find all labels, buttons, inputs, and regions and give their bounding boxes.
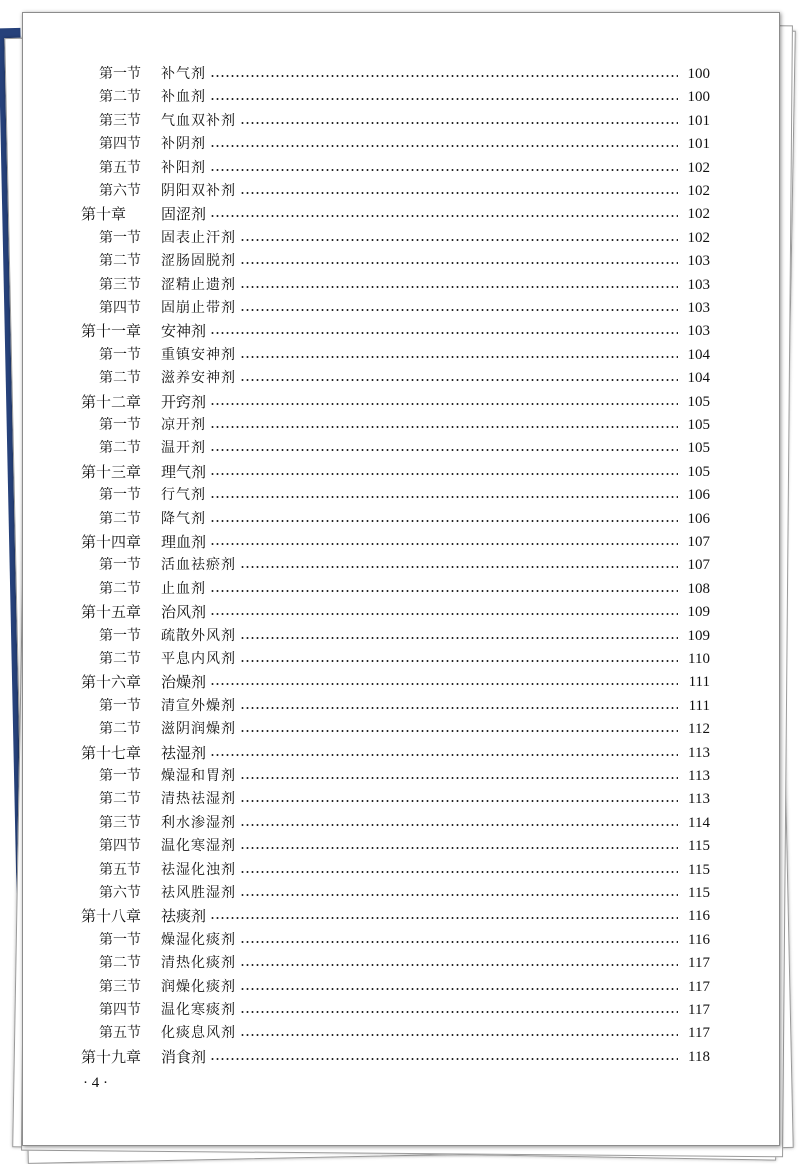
toc-section-entry[interactable] [99, 414, 710, 436]
toc-section-entry[interactable] [99, 788, 710, 810]
toc-entry-title: 固涩剂 [161, 205, 207, 224]
toc-entry-number: 第二节 [99, 580, 141, 597]
toc-entry-number: 第三节 [99, 276, 141, 293]
toc-entry-page: 112 [688, 721, 710, 738]
toc-entry-number: 第二节 [99, 510, 141, 527]
toc-dot-leader [210, 449, 678, 451]
toc-entry-page: 102 [687, 159, 710, 176]
toc-entry-number: 第十一章 [81, 322, 142, 341]
toc-entry-title: 消食剂 [161, 1047, 207, 1066]
toc-entry-number: 第五节 [99, 1025, 141, 1042]
toc-entry-title: 固崩止带剂 [161, 300, 236, 316]
toc-section-entry[interactable] [99, 835, 710, 857]
toc-entry-page: 113 [688, 768, 710, 784]
toc-entry-title: 温化寒痰剂 [161, 1002, 236, 1018]
toc-entry-title: 涩精止遗剂 [161, 276, 236, 293]
toc-entry-page: 115 [688, 838, 710, 855]
toc-entry-page: 106 [687, 487, 710, 504]
toc-entry-number: 第一节 [99, 346, 141, 363]
toc-dot-leader [240, 122, 678, 124]
toc-entry-title: 滋养安神剂 [161, 370, 236, 387]
toc-dot-leader [210, 543, 678, 545]
toc-entry-page: 111 [688, 674, 710, 691]
toc-entry-number: 第四节 [99, 1002, 141, 1018]
toc-section-entry[interactable] [99, 812, 710, 834]
toc-dot-leader [240, 894, 678, 896]
toc-section-entry[interactable] [99, 63, 710, 85]
toc-chapter-entry[interactable] [81, 320, 710, 342]
toc-entry-title: 固表止汗剂 [161, 229, 236, 246]
toc-entry-page: 107 [687, 534, 710, 550]
toc-entry-title: 平息内风剂 [161, 651, 236, 667]
toc-entry-title: 理气剂 [161, 462, 207, 481]
toc-dot-leader [210, 496, 678, 498]
toc-entry-number: 第一节 [99, 697, 141, 714]
toc-entry-number: 第十四章 [81, 533, 142, 551]
toc-entry-title: 清热祛湿剂 [161, 791, 236, 808]
toc-entry-page: 111 [688, 697, 710, 714]
toc-entry-number: 第一节 [99, 768, 141, 784]
toc-entry-number: 第一节 [99, 487, 141, 504]
toc-section-entry[interactable] [99, 718, 710, 740]
toc-entry-page: 117 [688, 1002, 710, 1018]
toc-entry-page: 115 [688, 885, 710, 901]
toc-section-entry[interactable] [99, 765, 710, 787]
toc-dot-leader [240, 239, 678, 241]
toc-chapter-entry[interactable] [81, 601, 710, 623]
toc-entry-page: 105 [687, 417, 710, 433]
toc-entry-title: 治燥剂 [161, 673, 207, 692]
toc-dot-leader [240, 730, 678, 732]
toc-dot-leader [240, 1034, 678, 1036]
toc-entry-number: 第四节 [99, 300, 141, 316]
toc-dot-leader [240, 800, 678, 802]
toc-dot-leader [240, 964, 678, 966]
toc-entry-title: 清热化痰剂 [161, 955, 236, 972]
toc-dot-leader [210, 169, 678, 171]
toc-section-entry[interactable] [99, 227, 710, 249]
toc-entry-number: 第五节 [99, 159, 141, 176]
toc-entry-title: 气血双补剂 [161, 112, 236, 129]
toc-entry-number: 第三节 [99, 112, 141, 129]
toc-entry-page: 114 [688, 814, 710, 831]
toc-entry-number: 第二节 [99, 651, 141, 667]
toc-entry-page: 117 [688, 955, 710, 972]
toc-dot-leader [210, 473, 678, 475]
toc-entry-title: 降气剂 [161, 510, 206, 527]
toc-entry-title: 补阳剂 [161, 159, 206, 176]
toc-dot-leader [210, 98, 678, 100]
toc-entry-title: 温化寒湿剂 [161, 838, 236, 855]
toc-entry-number: 第十九章 [81, 1047, 142, 1066]
toc-entry-page: 102 [687, 206, 710, 223]
toc-dot-leader [210, 403, 678, 405]
toc-entry-page: 101 [687, 136, 710, 153]
toc-dot-leader [240, 777, 678, 779]
toc-dot-leader [240, 356, 678, 358]
toc-dot-leader [240, 1011, 678, 1013]
toc-section-entry[interactable] [99, 133, 710, 155]
toc-entry-number: 第二节 [99, 721, 141, 738]
toc-entry-title: 止血剂 [161, 580, 206, 597]
toc-section-entry[interactable] [99, 484, 710, 506]
toc-chapter-entry[interactable] [81, 391, 710, 413]
toc-entry-title: 化痰息风剂 [161, 1025, 236, 1042]
toc-entry-page: 102 [687, 183, 710, 199]
toc-section-entry[interactable] [99, 929, 710, 951]
toc-entry-page: 106 [687, 510, 710, 527]
toc-dot-leader [240, 847, 678, 849]
toc-entry-title: 治风剂 [161, 603, 207, 622]
toc-entry-title: 祛痰剂 [161, 907, 207, 926]
toc-section-entry[interactable] [99, 344, 710, 366]
toc-entry-title: 安神剂 [161, 322, 207, 341]
toc-entry-number: 第三节 [99, 814, 141, 831]
toc-entry-page: 100 [687, 89, 710, 106]
toc-entry-number: 第二节 [99, 440, 141, 457]
toc-entry-title: 祛风胜湿剂 [161, 885, 236, 901]
toc-entry-page: 103 [687, 276, 710, 293]
toc-section-entry[interactable] [99, 297, 710, 319]
toc-entry-page: 116 [688, 908, 710, 925]
toc-chapter-entry[interactable] [81, 671, 710, 693]
toc-entry-number: 第二节 [99, 253, 141, 270]
toc-entry-title: 疏散外风剂 [161, 627, 236, 644]
toc-entry-page: 117 [688, 1025, 710, 1042]
toc-section-entry[interactable] [99, 86, 710, 108]
toc-entry-title: 理血剂 [161, 533, 207, 551]
toc-entry-page: 105 [687, 463, 710, 480]
toc-entry-page: 110 [688, 651, 710, 667]
toc-entry-title: 开窍剂 [161, 392, 207, 411]
toc-section-entry[interactable] [99, 274, 710, 296]
toc-section-entry[interactable] [99, 578, 710, 600]
toc-dot-leader [210, 613, 678, 615]
toc-entry-page: 118 [688, 1048, 710, 1065]
toc-dot-leader [240, 707, 678, 709]
toc-chapter-entry[interactable] [81, 742, 710, 764]
toc-entry-title: 燥湿化痰剂 [161, 931, 236, 948]
toc-entry-page: 105 [687, 393, 710, 410]
toc-dot-leader [240, 824, 678, 826]
toc-entry-page: 103 [687, 300, 710, 316]
toc-entry-title: 滋阴润燥剂 [161, 721, 236, 738]
toc-dot-leader [240, 941, 678, 943]
toc-section-entry[interactable] [99, 180, 710, 202]
toc-dot-leader [210, 683, 678, 685]
toc-dot-leader [210, 332, 678, 334]
toc-entry-number: 第四节 [99, 136, 141, 153]
toc-entry-title: 润燥化痰剂 [161, 978, 236, 995]
toc-section-entry[interactable] [99, 250, 710, 272]
toc-chapter-entry[interactable] [81, 531, 710, 553]
toc-section-entry[interactable] [99, 999, 710, 1021]
toc-entry-page: 109 [687, 627, 710, 644]
toc-entry-number: 第十章 [81, 205, 127, 224]
toc-entry-page: 101 [687, 112, 710, 129]
toc-entry-number: 第十七章 [81, 743, 142, 762]
toc-entry-number: 第一节 [99, 229, 141, 246]
document-page [22, 12, 780, 1146]
toc-section-entry[interactable] [99, 695, 710, 717]
toc-entry-number: 第二节 [99, 955, 141, 972]
toc-dot-leader [240, 988, 678, 990]
toc-entry-number: 第二节 [99, 89, 141, 106]
toc-entry-title: 阴阳双补剂 [161, 183, 236, 199]
toc-section-entry[interactable] [99, 554, 710, 576]
toc-section-entry[interactable] [99, 648, 710, 670]
toc-entry-page: 115 [688, 861, 710, 878]
toc-dot-leader [240, 871, 678, 873]
toc-entry-number: 第一节 [99, 931, 141, 948]
toc-entry-number: 第十六章 [81, 673, 142, 692]
toc-entry-number: 第十三章 [81, 462, 142, 481]
toc-entry-number: 第六节 [99, 183, 141, 199]
toc-section-entry[interactable] [99, 110, 710, 132]
toc-dot-leader [240, 637, 678, 639]
toc-entry-title: 燥湿和胃剂 [161, 768, 236, 784]
toc-entry-title: 祛湿化浊剂 [161, 861, 236, 878]
toc-entry-title: 利水渗湿剂 [161, 814, 236, 831]
toc-entry-title: 补阴剂 [161, 136, 206, 153]
toc-chapter-entry[interactable] [81, 905, 710, 927]
toc-section-entry[interactable] [99, 952, 710, 974]
toc-entry-page: 104 [687, 370, 710, 387]
toc-entry-page: 103 [687, 323, 710, 340]
toc-entry-page: 102 [687, 229, 710, 246]
toc-entry-number: 第一节 [99, 557, 141, 574]
toc-chapter-entry[interactable] [81, 1046, 710, 1068]
toc-entry-title: 温开剂 [161, 440, 206, 457]
toc-entry-page: 109 [687, 604, 710, 621]
toc-entry-page: 117 [688, 978, 710, 995]
toc-entry-number: 第一节 [99, 627, 141, 644]
toc-section-entry[interactable] [99, 1022, 710, 1044]
toc-section-entry[interactable] [99, 976, 710, 998]
toc-entry-number: 第十八章 [81, 907, 142, 926]
toc-entry-number: 第二节 [99, 791, 141, 808]
toc-entry-title: 重镇安神剂 [161, 346, 236, 363]
toc-dot-leader [210, 426, 678, 428]
toc-entry-page: 108 [687, 580, 710, 597]
toc-dot-leader [210, 754, 678, 756]
toc-entry-page: 107 [687, 557, 710, 574]
toc-dot-leader [240, 262, 678, 264]
page-number: · 4 · [83, 1075, 108, 1091]
toc-entry-number: 第十二章 [81, 392, 142, 411]
toc-entry-title: 行气剂 [161, 487, 206, 504]
toc-entry-number: 第三节 [99, 978, 141, 995]
toc-section-entry[interactable] [99, 157, 710, 179]
toc-dot-leader [210, 917, 678, 919]
toc-entry-page: 104 [687, 346, 710, 363]
toc-section-entry[interactable] [99, 508, 710, 530]
toc-entry-page: 100 [687, 66, 710, 82]
toc-chapter-entry[interactable] [81, 203, 710, 225]
toc-entry-title: 补血剂 [161, 89, 206, 106]
toc-dot-leader [240, 379, 678, 381]
toc-entry-title: 活血祛瘀剂 [161, 557, 236, 574]
toc-dot-leader [240, 192, 678, 194]
toc-entry-page: 113 [688, 791, 710, 808]
toc-entry-number: 第二节 [99, 370, 141, 387]
toc-entry-page: 116 [688, 931, 710, 948]
toc-entry-title: 祛湿剂 [161, 743, 207, 762]
toc-entry-page: 105 [687, 440, 710, 457]
toc-dot-leader [210, 590, 678, 592]
toc-entry-number: 第五节 [99, 861, 141, 878]
toc-section-entry[interactable] [99, 367, 710, 389]
toc-entry-title: 涩肠固脱剂 [161, 253, 236, 270]
toc-entry-title: 补气剂 [161, 66, 206, 82]
toc-entry-number: 第一节 [99, 66, 141, 82]
toc-entry-title: 凉开剂 [161, 417, 206, 433]
toc-dot-leader [210, 75, 678, 77]
toc-dot-leader [240, 286, 678, 288]
toc-entry-number: 第四节 [99, 838, 141, 855]
toc-entry-number: 第一节 [99, 417, 141, 433]
toc-entry-title: 清宣外燥剂 [161, 697, 236, 714]
toc-entry-number: 第六节 [99, 885, 141, 901]
toc-dot-leader [240, 309, 678, 311]
toc-dot-leader [210, 520, 678, 522]
toc-dot-leader [240, 566, 678, 568]
toc-section-entry[interactable] [99, 859, 710, 881]
toc-chapter-entry[interactable] [81, 461, 710, 483]
toc-dot-leader [210, 145, 678, 147]
toc-dot-leader [210, 215, 678, 217]
toc-section-entry[interactable] [99, 437, 710, 459]
toc-dot-leader [210, 1058, 678, 1060]
toc-entry-number: 第十五章 [81, 603, 142, 622]
toc-entry-page: 113 [688, 744, 710, 761]
toc-dot-leader [240, 660, 678, 662]
toc-section-entry[interactable] [99, 625, 710, 647]
toc-section-entry[interactable] [99, 882, 710, 904]
toc-entry-page: 103 [687, 253, 710, 270]
